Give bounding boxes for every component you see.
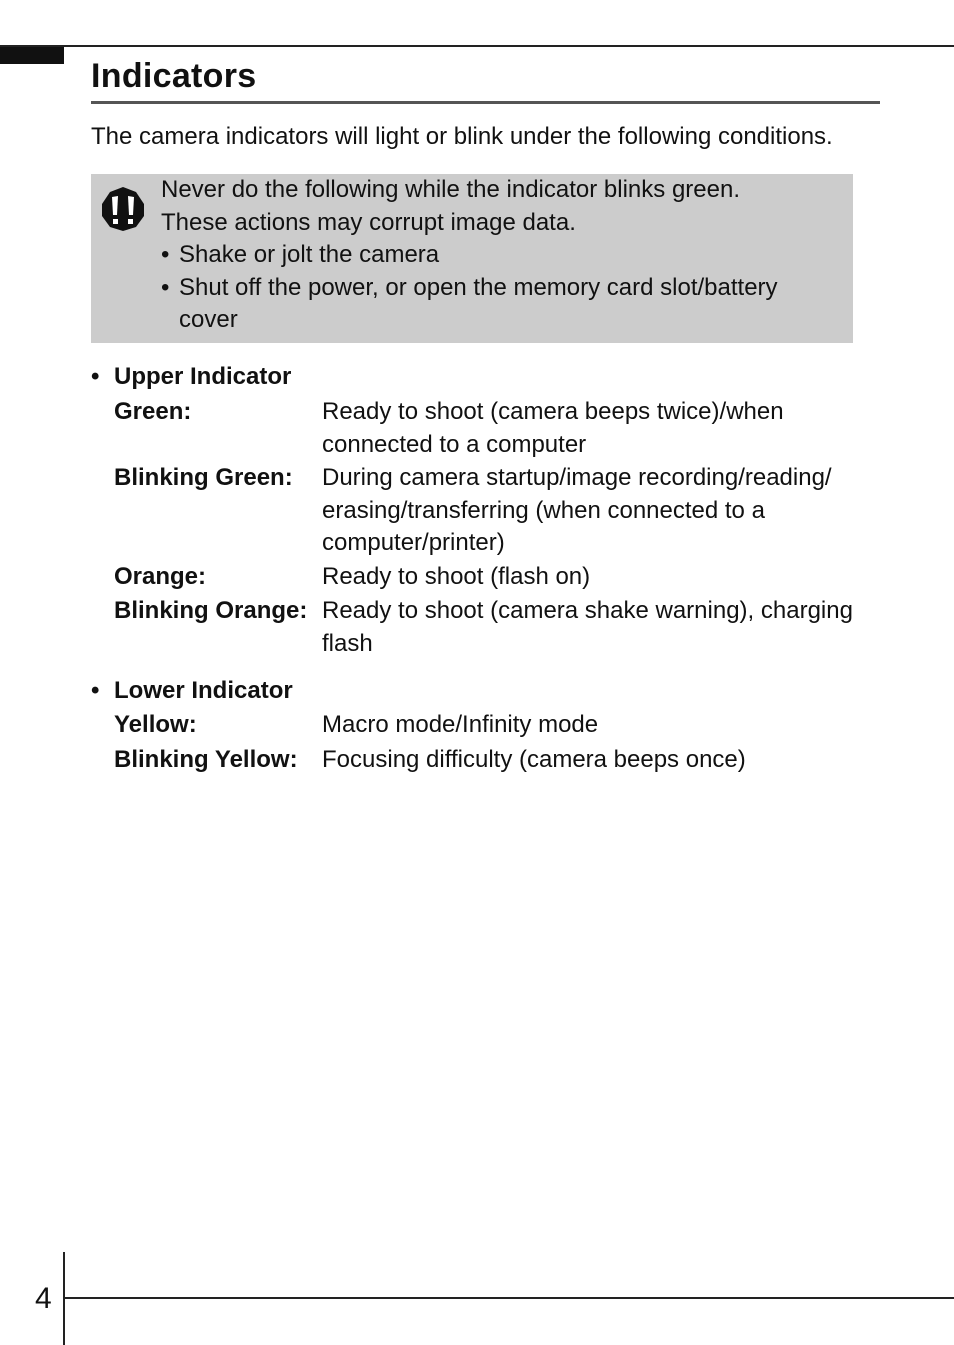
lower-indicator-heading xyxy=(91,675,891,707)
indicator-term: Blinking Orange: xyxy=(114,597,308,624)
indicator-term: Blinking Yellow: xyxy=(114,745,298,773)
indicator-row-orange xyxy=(91,561,891,594)
bullet: • xyxy=(91,363,100,390)
indicator-term: Yellow: xyxy=(114,711,197,738)
bullet: • xyxy=(91,677,100,704)
indicator-term: Green: xyxy=(114,398,192,425)
caution-box xyxy=(91,174,853,343)
upper-indicator-section xyxy=(91,361,891,660)
indicator-row-blinking-yellow xyxy=(91,744,891,777)
upper-indicator-title: Upper Indicator xyxy=(114,363,292,390)
indicator-desc: During camera startup/image recording/reading/ erasing/transferring (when connected to a computer/printer) xyxy=(322,464,832,556)
page-number: 4 xyxy=(35,1282,52,1315)
indicator-row-blinking-orange xyxy=(91,595,891,660)
lower-indicator-section xyxy=(91,675,891,776)
indicator-desc: Ready to shoot (camera beeps twice)/when connected to a computer xyxy=(322,398,784,458)
lower-indicator-title: Lower Indicator xyxy=(114,677,293,704)
indicator-desc: Ready to shoot (camera shake warning), charging flash xyxy=(322,597,853,657)
indicator-row-green xyxy=(91,396,891,461)
corner-tab xyxy=(0,47,64,64)
indicator-desc: Ready to shoot (flash on) xyxy=(322,562,591,590)
caution-list xyxy=(161,239,841,337)
title-underline xyxy=(91,101,880,104)
caution-item: • Shake or jolt the camera xyxy=(161,239,841,272)
caution-line-2: These actions may corrupt image data. xyxy=(161,208,576,236)
indicator-desc: Focusing difficulty (camera beeps once) xyxy=(322,745,746,773)
indicator-row-yellow xyxy=(91,709,891,742)
upper-indicator-heading xyxy=(91,361,891,393)
footer-horizontal-rule xyxy=(63,1297,954,1299)
indicator-term: Orange: xyxy=(114,562,207,590)
caution-item: • Shut off the power, or open the memory card slot/battery cover xyxy=(161,272,841,337)
indicator-row-blinking-green xyxy=(91,462,891,560)
caution-line-1: Never do the following while the indicator blinks green. xyxy=(161,176,740,203)
page-title: Indicators xyxy=(91,57,257,95)
indicator-term: Blinking Green: xyxy=(114,464,293,491)
top-rule xyxy=(0,45,954,47)
caution-text xyxy=(161,174,841,337)
indicator-desc: Macro mode/Infinity mode xyxy=(322,711,599,738)
intro-text: The camera indicators will light or blink under the following conditions. xyxy=(91,123,833,150)
caution-icon xyxy=(101,186,145,232)
